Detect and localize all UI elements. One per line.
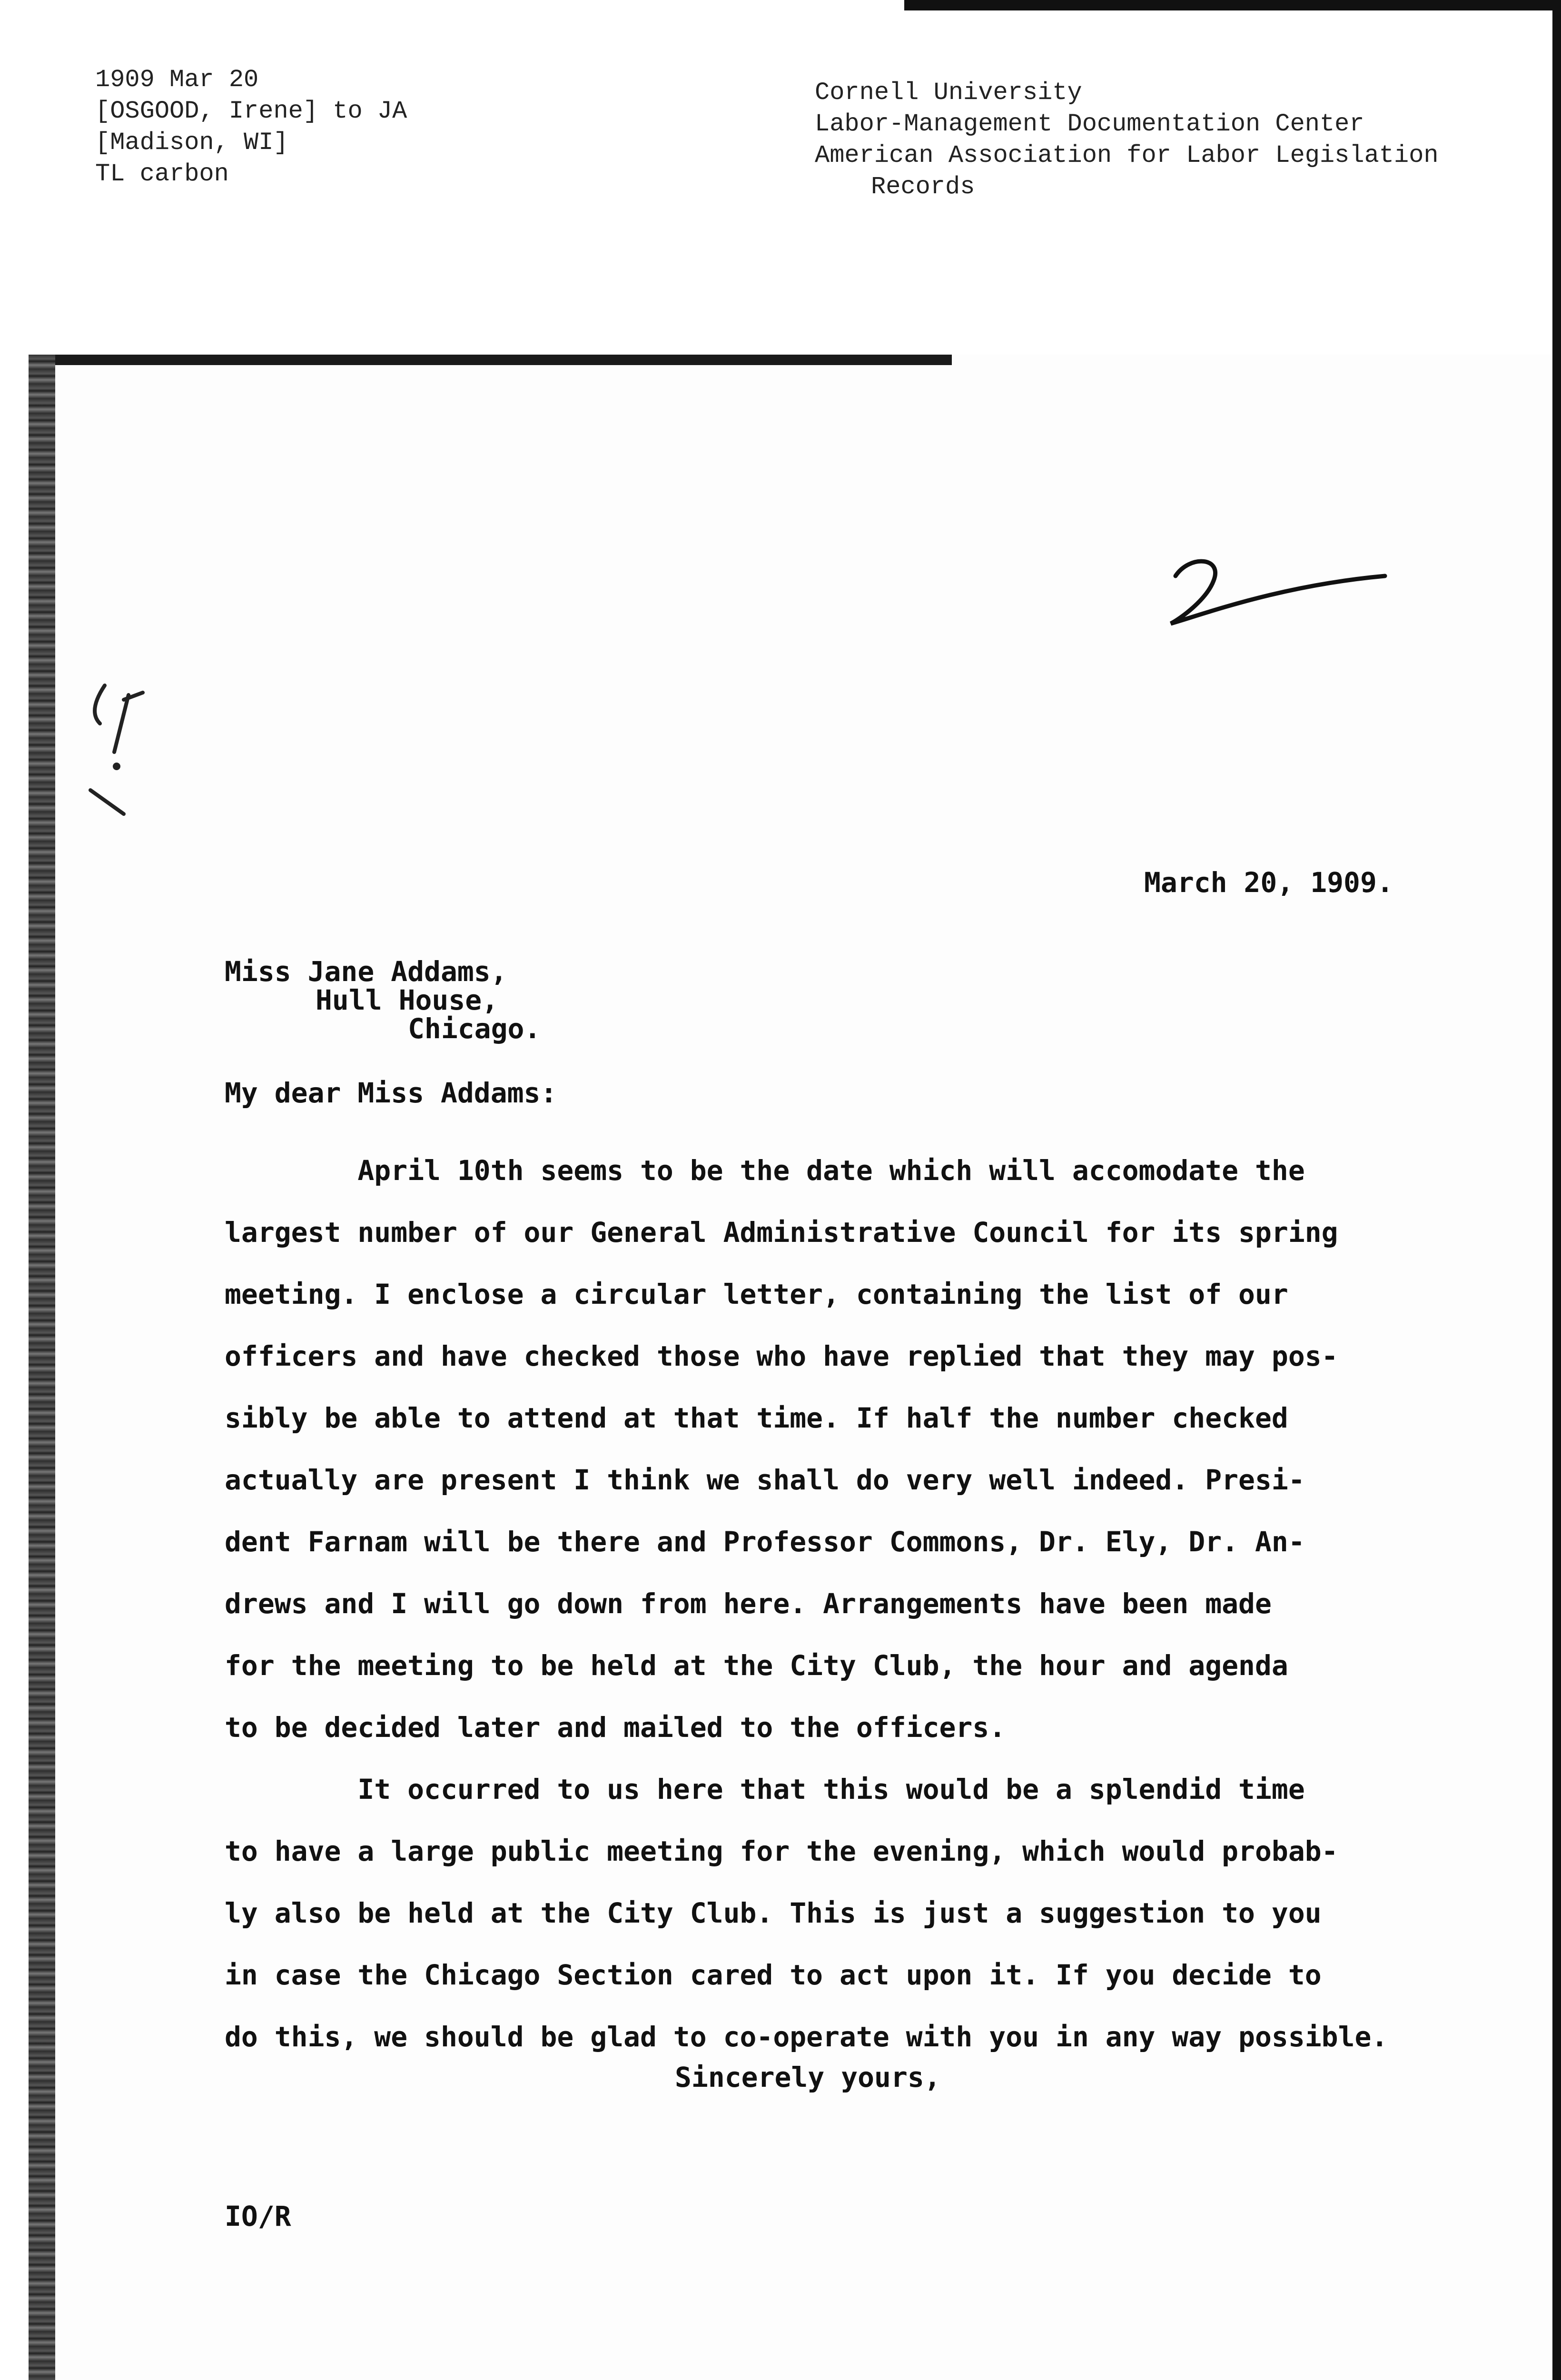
header-place: [Madison, WI]: [95, 129, 288, 157]
body-line: largest number of our General Administrative Council for its spring: [225, 1216, 1338, 1249]
recipient-house: Hull House,: [316, 984, 499, 1016]
body-line: do this, we should be glad to co-operate with you in any way possible.: [225, 2021, 1388, 2053]
body-line: ly also be held at the City Club. This is just a suggestion to you: [225, 1897, 1322, 1929]
archive-header-right: [815, 77, 1439, 203]
margin-mark: [71, 671, 195, 828]
header-records: Records: [871, 173, 975, 201]
scan-edge-right: [1552, 0, 1561, 2380]
header-format: TL carbon: [95, 160, 229, 188]
letter-body: [225, 1140, 1388, 2068]
body-line: to be decided later and mailed to the officers.: [225, 1711, 1006, 1744]
body-line: for the meeting to be held at the City Club, the hour and agenda: [225, 1649, 1288, 1682]
header-center: Labor-Management Documentation Center: [815, 110, 1364, 138]
copy-top-edge: [29, 355, 952, 365]
header-institution: Cornell University: [815, 79, 1082, 107]
recipient-name: Miss Jane Addams,: [225, 955, 507, 988]
body-line: It occurred to us here that this would be a splendid time: [225, 1773, 1305, 1805]
body-line: April 10th seems to be the date which will accomodate the: [225, 1154, 1305, 1187]
body-line: meeting. I enclose a circular letter, containing the list of our: [225, 1278, 1288, 1310]
typist-initials: IO/R: [225, 2200, 291, 2232]
letter-date: March 20, 1909.: [1144, 866, 1393, 899]
archive-header-left: [95, 64, 407, 190]
header-correspondents: [OSGOOD, Irene] to JA: [95, 97, 407, 125]
header-date: 1909 Mar 20: [95, 66, 259, 94]
body-line: to have a large public meeting for the evening, which would probab-: [225, 1835, 1338, 1867]
scan-edge-top: [904, 0, 1561, 10]
body-line: officers and have checked those who have replied that they may pos-: [225, 1340, 1338, 1372]
closing: Sincerely yours,: [675, 2061, 941, 2093]
copy-left-edge: [29, 355, 55, 2380]
body-line: sibly be able to attend at that time. If half the number checked: [225, 1402, 1288, 1434]
handwritten-page-number: [1161, 547, 1399, 633]
body-line: actually are present I think we shall do very well indeed. Presi-: [225, 1464, 1305, 1496]
salutation: My dear Miss Addams:: [225, 1077, 557, 1109]
body-line: dent Farnam will be there and Professor Commons, Dr. Ely, Dr. An-: [225, 1526, 1305, 1558]
recipient-city: Chicago.: [408, 1012, 541, 1045]
body-line: in case the Chicago Section cared to act upon it. If you decide to: [225, 1959, 1322, 1991]
body-line: drews and I will go down from here. Arrangements have been made: [225, 1587, 1272, 1620]
header-association: American Association for Labor Legislation: [815, 141, 1439, 169]
